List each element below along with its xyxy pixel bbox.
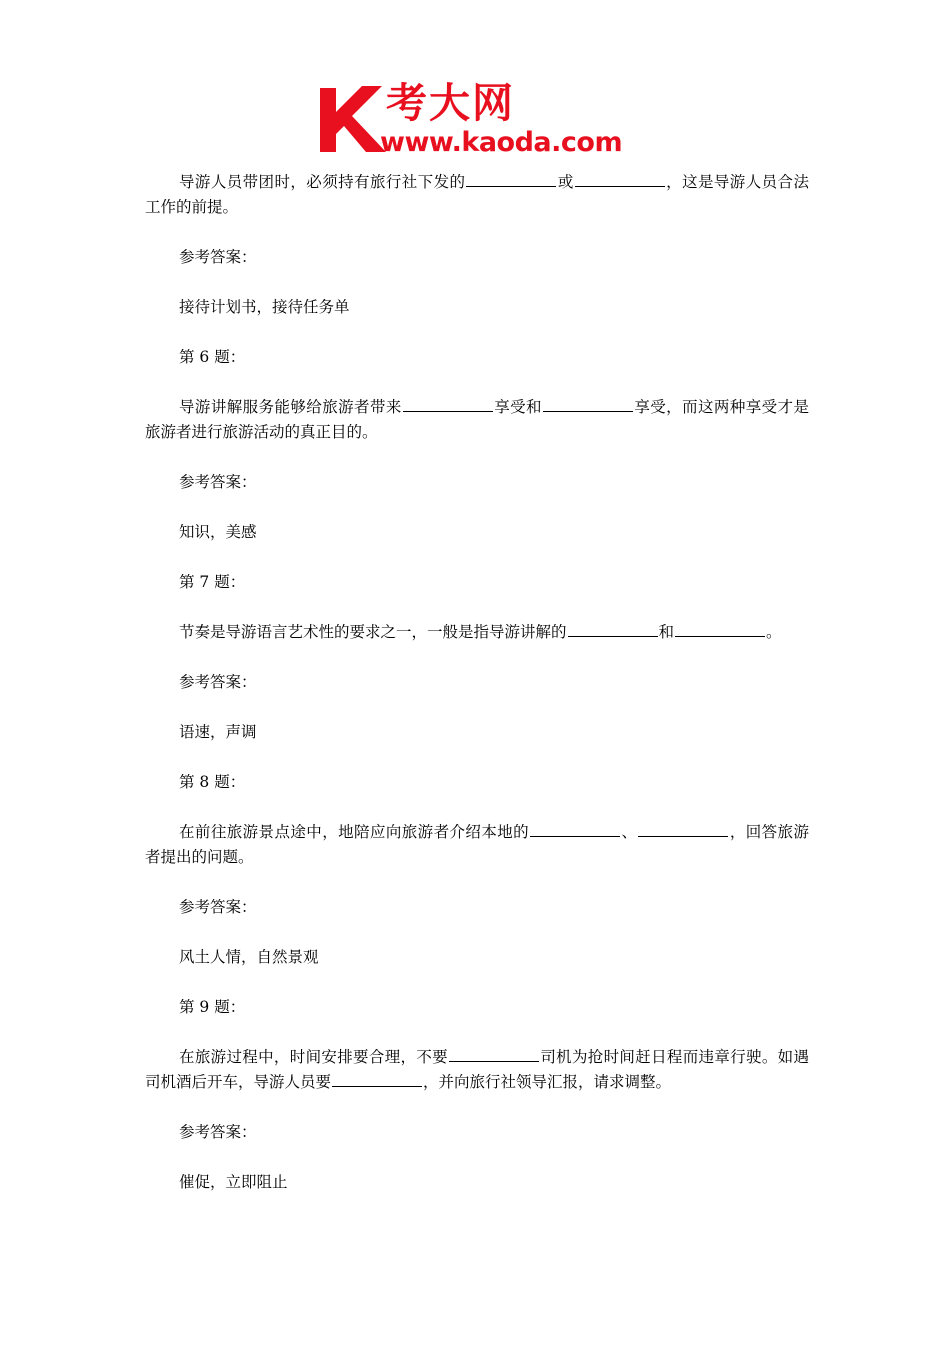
question-text-segment: ，回答旅游者提出的问题。: [145, 823, 809, 866]
answer-text: 知识，美感: [179, 523, 257, 541]
section-label: 第 6 题：: [179, 348, 246, 366]
fill-in-blank: [675, 635, 765, 637]
question-text-segment: 在旅游过程中，时间安排要合理，不要: [179, 1048, 448, 1066]
question-text-segment: 享受，而这两种享受才是旅游者进行旅游活动的真正目的。: [145, 398, 809, 441]
question-text-segment: ，这是导游人员合法工作的前提。: [145, 173, 809, 216]
question-text-segment: 在前往旅游景点途中，地陪应向旅游者介绍本地的: [179, 823, 530, 841]
logo-name: 考大网: [386, 79, 515, 127]
question-text: [145, 1045, 809, 1095]
question-text-segment: 。: [766, 623, 782, 641]
question-text-segment: 节奏是导游语言艺术性的要求之一，一般是指导游讲解的: [179, 623, 567, 641]
section-label: 第 7 题：: [179, 573, 246, 591]
fill-in-blank: [530, 835, 620, 837]
section-label: 第 8 题：: [179, 773, 246, 791]
fill-in-blank: [332, 1085, 422, 1087]
section-label: 参考答案：: [179, 248, 257, 266]
question-text-segment: 导游人员带团时，必须持有旅行社下发的: [179, 173, 466, 191]
document-body: [145, 170, 809, 1220]
section-label: 参考答案：: [179, 673, 257, 691]
fill-in-blank: [449, 1060, 539, 1062]
question-text: [145, 620, 809, 645]
question-text-segment: 或: [557, 173, 574, 191]
section-label: 第 9 题：: [179, 998, 246, 1016]
logo-url: www.kaoda.com: [380, 127, 623, 158]
fill-in-blank: [575, 185, 665, 187]
fill-in-blank: [638, 835, 728, 837]
answer-text: 语速，声调: [179, 723, 257, 741]
question-text-segment: 导游讲解服务能够给旅游者带来: [179, 398, 402, 416]
fill-in-blank: [568, 635, 658, 637]
section-label: 参考答案：: [179, 1123, 257, 1141]
answer-text: 接待计划书，接待任务单: [179, 298, 350, 316]
answer-text: 风土人情，自然景观: [179, 948, 319, 966]
fill-in-blank: [543, 410, 633, 412]
question-text-segment: 司机为抢时间赶日程而违章行驶。如遇司机酒后开车，导游人员要: [145, 1048, 809, 1091]
question-text: [145, 395, 809, 445]
fill-in-blank: [466, 185, 556, 187]
answer-text: 催促，立即阻止: [179, 1173, 288, 1191]
section-label: 参考答案：: [179, 898, 257, 916]
logo-k-mark: [316, 82, 390, 154]
question-text-segment: 、: [621, 823, 638, 841]
question-text-segment: 和: [658, 623, 675, 641]
fill-in-blank: [403, 410, 493, 412]
question-text-segment: ，并向旅行社领导汇报，请求调整。: [423, 1073, 672, 1091]
question-text: [145, 820, 809, 870]
question-text: [145, 170, 809, 220]
kaoda-logo: [316, 79, 641, 160]
question-text-segment: 享受和: [493, 398, 542, 416]
section-label: 参考答案：: [179, 473, 257, 491]
